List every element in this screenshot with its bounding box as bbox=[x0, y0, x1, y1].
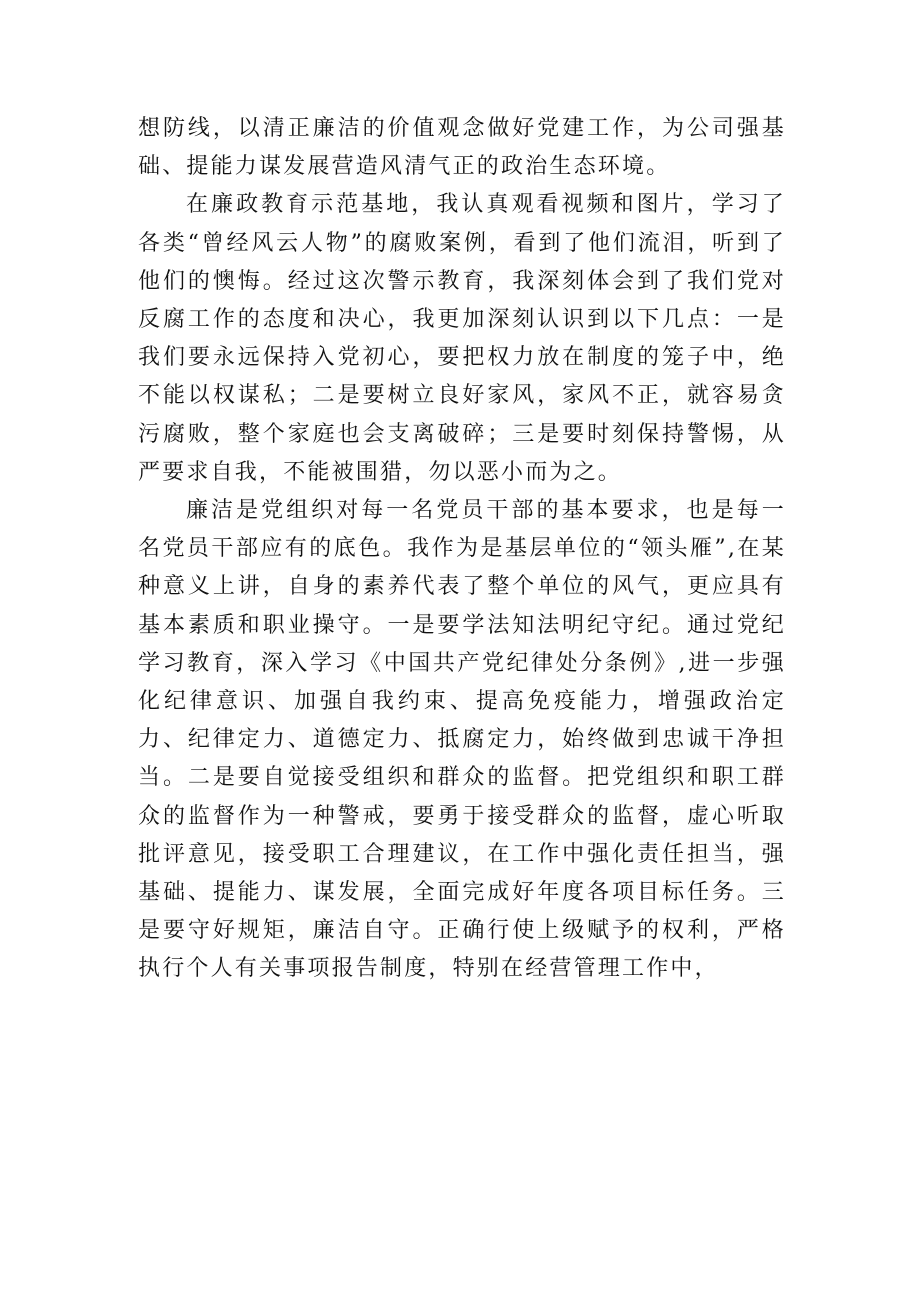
paragraph-2: 在廉政教育示范基地，我认真观看视频和图片，学习了各类“曾经风云人物”的腐败案例，看到了他们流泪，听到了他们的懊悔。经过这次警示教育，我深刻体会到了我们党对反腐工作的态度和决心，我更加深刻认识到以下几点：一是我们要永远保持入党初心，要把权力放在制度的笼子中，绝不能以权谋私；二是要树立良好家风，家风不正，就容易贪污腐败，整个家庭也会支离破碎；三是要时刻保持警惕，从严要求自我，不能被围猎，勿以恶小而为之。 bbox=[138, 192, 786, 485]
paragraph-1: 想防线，以清正廉洁的价值观念做好党建工作，为公司强基础、提能力谋发展营造风清气正的政治生态环境。 bbox=[138, 116, 786, 180]
document-page bbox=[138, 110, 786, 989]
paragraph-3: 廉洁是党组织对每一名党员干部的基本要求，也是每一名党员干部应有的底色。我作为是基层单位的“领头雁”,在某种意义上讲，自身的素养代表了整个单位的风气，更应具有基本素质和职业操守。一是要学法知法明纪守纪。通过党纪学习教育，深入学习《中国共产党纪律处分条例》,进一步强化纪律意识、加强自我约束、提高免疫能力，增强政治定力、纪律定力、道德定力、抵腐定力，始终做到忠诚干净担当。二是要自觉接受组织和群众的监督。把党组织和职工群众的监督作为一种警戒，要勇于接受群众的监督，虚心听取批评意见，接受职工合理建议，在工作中强化责任担当，强基础、提能力、谋发展，全面完成好年度各项目标任务。三是要守好规矩，廉洁自守。正确行使上级赋予的权利，严格执行个人有关事项报告制度，特别在经营管理工作中， bbox=[138, 498, 786, 982]
